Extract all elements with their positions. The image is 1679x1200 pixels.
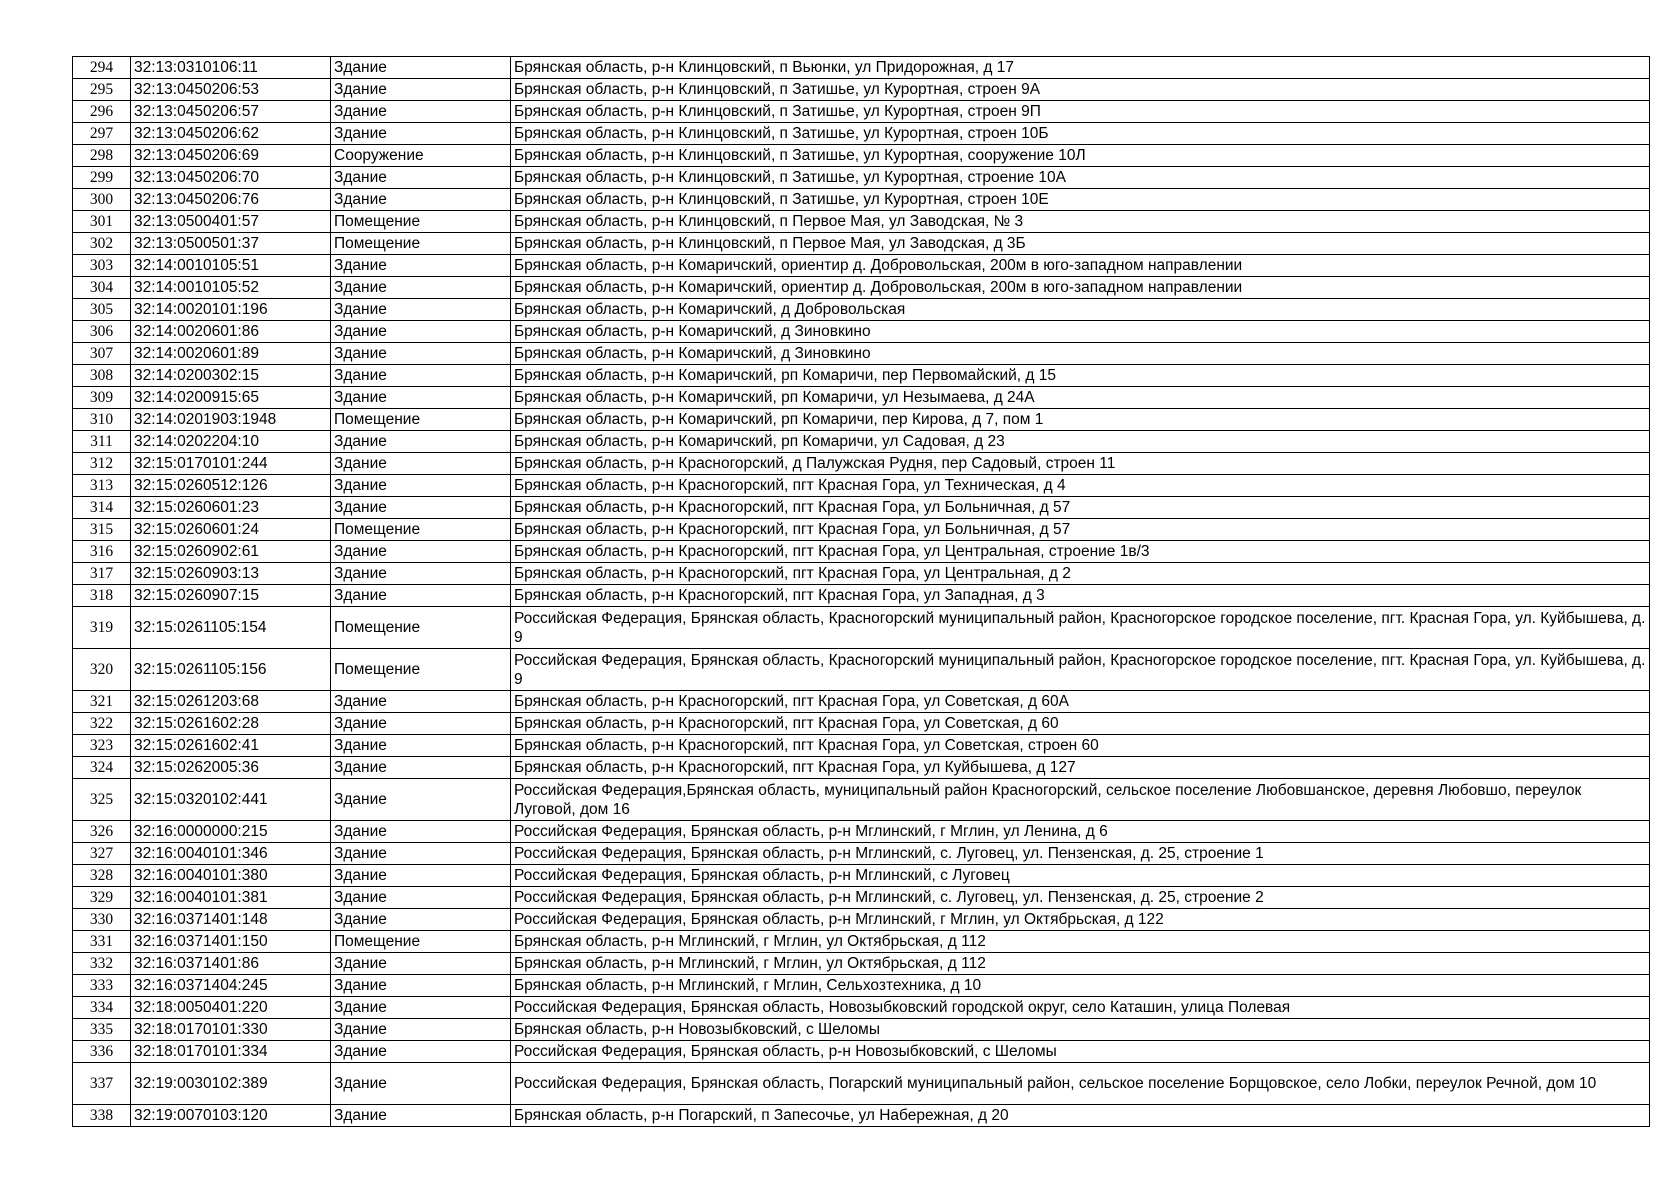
object-type-cell: Помещение	[331, 211, 511, 233]
object-type-cell: Помещение	[331, 519, 511, 541]
table-row	[73, 365, 1650, 387]
row-number-cell: 299	[73, 167, 131, 189]
table-row	[73, 167, 1650, 189]
cadastral-number-cell: 32:16:0000000:215	[131, 821, 331, 843]
cadastral-number-cell: 32:13:0500401:57	[131, 211, 331, 233]
registry-page	[72, 56, 1649, 1127]
cadastral-number-cell: 32:19:0030102:389	[131, 1063, 331, 1105]
row-number-cell: 307	[73, 343, 131, 365]
cadastral-number-cell: 32:13:0500501:37	[131, 233, 331, 255]
object-type-cell: Здание	[331, 909, 511, 931]
row-number-cell: 310	[73, 409, 131, 431]
row-number-cell: 338	[73, 1105, 131, 1127]
table-row	[73, 997, 1650, 1019]
row-number-cell: 330	[73, 909, 131, 931]
object-type-cell: Здание	[331, 713, 511, 735]
row-number-cell: 337	[73, 1063, 131, 1105]
cadastral-number-cell: 32:15:0320102:441	[131, 779, 331, 821]
table-row	[73, 211, 1650, 233]
row-number-cell: 300	[73, 189, 131, 211]
address-cell: Брянская область, р-н Комаричский, рп Комаричи, ул Садовая, д 23	[511, 431, 1650, 453]
cadastral-number-cell: 32:14:0020101:196	[131, 299, 331, 321]
row-number-cell: 324	[73, 757, 131, 779]
table-row	[73, 145, 1650, 167]
table-row	[73, 909, 1650, 931]
address-cell: Брянская область, р-н Клинцовский, п Вьюнки, ул Придорожная, д 17	[511, 57, 1650, 79]
table-row	[73, 931, 1650, 953]
cadastral-number-cell: 32:13:0450206:57	[131, 101, 331, 123]
address-cell: Российская Федерация, Брянская область, Красногорский муниципальный район, Красногорское городское поселение, пгт. Красная Гора, ул. Куйбышева, д. 9	[511, 649, 1650, 691]
cadastral-number-cell: 32:15:0260512:126	[131, 475, 331, 497]
cadastral-number-cell: 32:14:0020601:89	[131, 343, 331, 365]
table-row	[73, 843, 1650, 865]
address-cell: Брянская область, р-н Мглинский, г Мглин, ул Октябрьская, д 112	[511, 953, 1650, 975]
object-type-cell: Здание	[331, 563, 511, 585]
cadastral-number-cell: 32:18:0170101:330	[131, 1019, 331, 1041]
registry-table-body	[73, 57, 1650, 1127]
cadastral-number-cell: 32:16:0040101:346	[131, 843, 331, 865]
cadastral-number-cell: 32:16:0040101:380	[131, 865, 331, 887]
row-number-cell: 319	[73, 607, 131, 649]
cadastral-number-cell: 32:13:0450206:53	[131, 79, 331, 101]
address-cell: Брянская область, р-н Комаричский, д Добровольская	[511, 299, 1650, 321]
row-number-cell: 298	[73, 145, 131, 167]
row-number-cell: 326	[73, 821, 131, 843]
address-cell: Брянская область, р-н Мглинский, г Мглин, Сельхозтехника, д 10	[511, 975, 1650, 997]
table-row	[73, 233, 1650, 255]
row-number-cell: 318	[73, 585, 131, 607]
address-cell: Брянская область, р-н Новозыбковский, с Шеломы	[511, 1019, 1650, 1041]
object-type-cell: Здание	[331, 387, 511, 409]
row-number-cell: 305	[73, 299, 131, 321]
object-type-cell: Сооружение	[331, 145, 511, 167]
object-type-cell: Помещение	[331, 233, 511, 255]
cadastral-number-cell: 32:13:0450206:62	[131, 123, 331, 145]
table-row	[73, 1019, 1650, 1041]
address-cell: Российская Федерация,Брянская область, муниципальный район Красногорский, сельское поселение Любовшанское, деревня Любовшо, переулок Луговой, дом 16	[511, 779, 1650, 821]
table-row	[73, 519, 1650, 541]
table-row	[73, 821, 1650, 843]
object-type-cell: Здание	[331, 1105, 511, 1127]
row-number-cell: 325	[73, 779, 131, 821]
row-number-cell: 312	[73, 453, 131, 475]
table-row	[73, 887, 1650, 909]
address-cell: Брянская область, р-н Красногорский, пгт Красная Гора, ул Советская, д 60А	[511, 691, 1650, 713]
table-row	[73, 953, 1650, 975]
object-type-cell: Здание	[331, 975, 511, 997]
row-number-cell: 295	[73, 79, 131, 101]
address-cell: Российская Федерация, Брянская область, Погарский муниципальный район, сельское поселение Борщовское, село Лобки, переулок Речной, дом 10	[511, 1063, 1650, 1105]
cadastral-number-cell: 32:14:0020601:86	[131, 321, 331, 343]
address-cell: Российская Федерация, Брянская область, р-н Мглинский, с. Луговец, ул. Пензенская, д. 25, строение 1	[511, 843, 1650, 865]
object-type-cell: Здание	[331, 735, 511, 757]
address-cell: Российская Федерация, Брянская область, р-н Мглинский, г Мглин, ул Октябрьская, д 122	[511, 909, 1650, 931]
cadastral-number-cell: 32:14:0200302:15	[131, 365, 331, 387]
cadastral-number-cell: 32:14:0201903:1948	[131, 409, 331, 431]
table-row	[73, 585, 1650, 607]
address-cell: Брянская область, р-н Комаричский, д Зиновкино	[511, 343, 1650, 365]
cadastral-number-cell: 32:15:0260902:61	[131, 541, 331, 563]
object-type-cell: Здание	[331, 475, 511, 497]
table-row	[73, 475, 1650, 497]
row-number-cell: 327	[73, 843, 131, 865]
object-type-cell: Здание	[331, 299, 511, 321]
row-number-cell: 306	[73, 321, 131, 343]
row-number-cell: 294	[73, 57, 131, 79]
row-number-cell: 329	[73, 887, 131, 909]
object-type-cell: Помещение	[331, 649, 511, 691]
address-cell: Брянская область, р-н Комаричский, рп Комаричи, пер Кирова, д 7, пом 1	[511, 409, 1650, 431]
object-type-cell: Здание	[331, 541, 511, 563]
object-type-cell: Помещение	[331, 931, 511, 953]
row-number-cell: 335	[73, 1019, 131, 1041]
row-number-cell: 316	[73, 541, 131, 563]
address-cell: Российская Федерация, Брянская область, р-н Мглинский, г Мглин, ул Ленина, д 6	[511, 821, 1650, 843]
object-type-cell: Помещение	[331, 409, 511, 431]
table-row	[73, 431, 1650, 453]
address-cell: Брянская область, р-н Красногорский, пгт Красная Гора, ул Больничная, д 57	[511, 519, 1650, 541]
table-row	[73, 497, 1650, 519]
address-cell: Брянская область, р-н Клинцовский, п Затишье, ул Курортная, строен 9А	[511, 79, 1650, 101]
cadastral-number-cell: 32:16:0040101:381	[131, 887, 331, 909]
row-number-cell: 334	[73, 997, 131, 1019]
object-type-cell: Здание	[331, 779, 511, 821]
row-number-cell: 328	[73, 865, 131, 887]
table-row	[73, 735, 1650, 757]
cadastral-number-cell: 32:15:0261105:156	[131, 649, 331, 691]
address-cell: Брянская область, р-н Клинцовский, п Затишье, ул Курортная, строен 10Е	[511, 189, 1650, 211]
address-cell: Брянская область, р-н Клинцовский, п Затишье, ул Курортная, строен 9П	[511, 101, 1650, 123]
cadastral-number-cell: 32:16:0371404:245	[131, 975, 331, 997]
address-cell: Российская Федерация, Брянская область, Новозыбковский городской округ, село Каташин, улица Полевая	[511, 997, 1650, 1019]
row-number-cell: 333	[73, 975, 131, 997]
address-cell: Брянская область, р-н Красногорский, пгт Красная Гора, ул Техническая, д 4	[511, 475, 1650, 497]
cadastral-number-cell: 32:14:0202204:10	[131, 431, 331, 453]
table-row	[73, 649, 1650, 691]
table-row	[73, 101, 1650, 123]
cadastral-number-cell: 32:13:0450206:76	[131, 189, 331, 211]
cadastral-number-cell: 32:14:0010105:51	[131, 255, 331, 277]
object-type-cell: Здание	[331, 997, 511, 1019]
cadastral-number-cell: 32:15:0260601:23	[131, 497, 331, 519]
row-number-cell: 297	[73, 123, 131, 145]
row-number-cell: 301	[73, 211, 131, 233]
table-row	[73, 779, 1650, 821]
row-number-cell: 322	[73, 713, 131, 735]
cadastral-number-cell: 32:16:0371401:148	[131, 909, 331, 931]
row-number-cell: 313	[73, 475, 131, 497]
address-cell: Брянская область, р-н Мглинский, г Мглин, ул Октябрьская, д 112	[511, 931, 1650, 953]
cadastral-number-cell: 32:18:0170101:334	[131, 1041, 331, 1063]
table-row	[73, 975, 1650, 997]
row-number-cell: 323	[73, 735, 131, 757]
table-row	[73, 563, 1650, 585]
row-number-cell: 315	[73, 519, 131, 541]
row-number-cell: 320	[73, 649, 131, 691]
address-cell: Брянская область, р-н Красногорский, пгт Красная Гора, ул Западная, д 3	[511, 585, 1650, 607]
address-cell: Брянская область, р-н Комаричский, ориентир д. Добровольская, 200м в юго-западном направлении	[511, 255, 1650, 277]
table-row	[73, 757, 1650, 779]
table-row	[73, 123, 1650, 145]
table-row	[73, 299, 1650, 321]
cadastral-number-cell: 32:19:0070103:120	[131, 1105, 331, 1127]
address-cell: Брянская область, р-н Красногорский, пгт Красная Гора, ул Центральная, строение 1в/3	[511, 541, 1650, 563]
cadastral-number-cell: 32:15:0260907:15	[131, 585, 331, 607]
cadastral-number-cell: 32:15:0260903:13	[131, 563, 331, 585]
row-number-cell: 311	[73, 431, 131, 453]
table-row	[73, 453, 1650, 475]
cadastral-number-cell: 32:15:0261602:41	[131, 735, 331, 757]
cadastral-number-cell: 32:15:0261203:68	[131, 691, 331, 713]
address-cell: Брянская область, р-н Красногорский, пгт Красная Гора, ул Советская, д 60	[511, 713, 1650, 735]
table-row	[73, 1041, 1650, 1063]
table-row	[73, 387, 1650, 409]
table-row	[73, 409, 1650, 431]
row-number-cell: 331	[73, 931, 131, 953]
object-type-cell: Помещение	[331, 607, 511, 649]
object-type-cell: Здание	[331, 821, 511, 843]
row-number-cell: 317	[73, 563, 131, 585]
cadastral-number-cell: 32:15:0261602:28	[131, 713, 331, 735]
cadastral-number-cell: 32:16:0371401:150	[131, 931, 331, 953]
address-cell: Брянская область, р-н Комаричский, рп Комаричи, ул Незымаева, д 24А	[511, 387, 1650, 409]
object-type-cell: Здание	[331, 321, 511, 343]
address-cell: Брянская область, р-н Красногорский, пгт Красная Гора, ул Куйбышева, д 127	[511, 757, 1650, 779]
address-cell: Российская Федерация, Брянская область, р-н Мглинский, с Луговец	[511, 865, 1650, 887]
object-type-cell: Здание	[331, 1019, 511, 1041]
row-number-cell: 302	[73, 233, 131, 255]
row-number-cell: 296	[73, 101, 131, 123]
object-type-cell: Здание	[331, 1041, 511, 1063]
address-cell: Брянская область, р-н Погарский, п Запесочье, ул Набережная, д 20	[511, 1105, 1650, 1127]
table-row	[73, 255, 1650, 277]
row-number-cell: 309	[73, 387, 131, 409]
row-number-cell: 332	[73, 953, 131, 975]
address-cell: Российская Федерация, Брянская область, р-н Новозыбковский, с Шеломы	[511, 1041, 1650, 1063]
object-type-cell: Здание	[331, 167, 511, 189]
object-type-cell: Здание	[331, 453, 511, 475]
object-type-cell: Здание	[331, 757, 511, 779]
cadastral-number-cell: 32:13:0450206:69	[131, 145, 331, 167]
object-type-cell: Здание	[331, 189, 511, 211]
row-number-cell: 304	[73, 277, 131, 299]
row-number-cell: 303	[73, 255, 131, 277]
table-row	[73, 57, 1650, 79]
object-type-cell: Здание	[331, 843, 511, 865]
table-row	[73, 607, 1650, 649]
object-type-cell: Здание	[331, 343, 511, 365]
cadastral-number-cell: 32:13:0450206:70	[131, 167, 331, 189]
row-number-cell: 308	[73, 365, 131, 387]
cadastral-number-cell: 32:15:0170101:244	[131, 453, 331, 475]
property-registry-table	[72, 56, 1650, 1127]
object-type-cell: Здание	[331, 123, 511, 145]
object-type-cell: Здание	[331, 497, 511, 519]
table-row	[73, 189, 1650, 211]
row-number-cell: 321	[73, 691, 131, 713]
table-row	[73, 691, 1650, 713]
cadastral-number-cell: 32:14:0010105:52	[131, 277, 331, 299]
object-type-cell: Здание	[331, 101, 511, 123]
address-cell: Брянская область, р-н Комаричский, ориентир д. Добровольская, 200м в юго-западном направлении	[511, 277, 1650, 299]
object-type-cell: Здание	[331, 277, 511, 299]
row-number-cell: 336	[73, 1041, 131, 1063]
address-cell: Брянская область, р-н Клинцовский, п Затишье, ул Курортная, строение 10А	[511, 167, 1650, 189]
address-cell: Брянская область, р-н Клинцовский, п Затишье, ул Курортная, строен 10Б	[511, 123, 1650, 145]
cadastral-number-cell: 32:15:0261105:154	[131, 607, 331, 649]
address-cell: Брянская область, р-н Клинцовский, п Затишье, ул Курортная, сооружение 10Л	[511, 145, 1650, 167]
table-row	[73, 865, 1650, 887]
address-cell: Брянская область, р-н Красногорский, пгт Красная Гора, ул Больничная, д 57	[511, 497, 1650, 519]
table-row	[73, 277, 1650, 299]
object-type-cell: Здание	[331, 887, 511, 909]
table-row	[73, 713, 1650, 735]
object-type-cell: Здание	[331, 57, 511, 79]
table-row	[73, 343, 1650, 365]
object-type-cell: Здание	[331, 691, 511, 713]
address-cell: Брянская область, р-н Клинцовский, п Первое Мая, ул Заводская, д 3Б	[511, 233, 1650, 255]
object-type-cell: Здание	[331, 953, 511, 975]
table-row	[73, 1063, 1650, 1105]
cadastral-number-cell: 32:15:0262005:36	[131, 757, 331, 779]
cadastral-number-cell: 32:15:0260601:24	[131, 519, 331, 541]
table-row	[73, 79, 1650, 101]
table-row	[73, 541, 1650, 563]
object-type-cell: Здание	[331, 255, 511, 277]
table-row	[73, 321, 1650, 343]
address-cell: Брянская область, р-н Красногорский, пгт Красная Гора, ул Центральная, д 2	[511, 563, 1650, 585]
cadastral-number-cell: 32:18:0050401:220	[131, 997, 331, 1019]
object-type-cell: Здание	[331, 431, 511, 453]
object-type-cell: Здание	[331, 865, 511, 887]
cadastral-number-cell: 32:14:0200915:65	[131, 387, 331, 409]
address-cell: Российская Федерация, Брянская область, Красногорский муниципальный район, Красногорское городское поселение, пгт. Красная Гора, ул. Куйбышева, д. 9	[511, 607, 1650, 649]
address-cell: Брянская область, р-н Красногорский, пгт Красная Гора, ул Советская, строен 60	[511, 735, 1650, 757]
address-cell: Брянская область, р-н Красногорский, д Палужская Рудня, пер Садовый, строен 11	[511, 453, 1650, 475]
cadastral-number-cell: 32:13:0310106:11	[131, 57, 331, 79]
cadastral-number-cell: 32:16:0371401:86	[131, 953, 331, 975]
object-type-cell: Здание	[331, 365, 511, 387]
address-cell: Брянская область, р-н Комаричский, д Зиновкино	[511, 321, 1650, 343]
table-row	[73, 1105, 1650, 1127]
address-cell: Брянская область, р-н Комаричский, рп Комаричи, пер Первомайский, д 15	[511, 365, 1650, 387]
object-type-cell: Здание	[331, 1063, 511, 1105]
address-cell: Российская Федерация, Брянская область, р-н Мглинский, с. Луговец, ул. Пензенская, д. 25, строение 2	[511, 887, 1650, 909]
object-type-cell: Здание	[331, 79, 511, 101]
row-number-cell: 314	[73, 497, 131, 519]
object-type-cell: Здание	[331, 585, 511, 607]
address-cell: Брянская область, р-н Клинцовский, п Первое Мая, ул Заводская, № 3	[511, 211, 1650, 233]
